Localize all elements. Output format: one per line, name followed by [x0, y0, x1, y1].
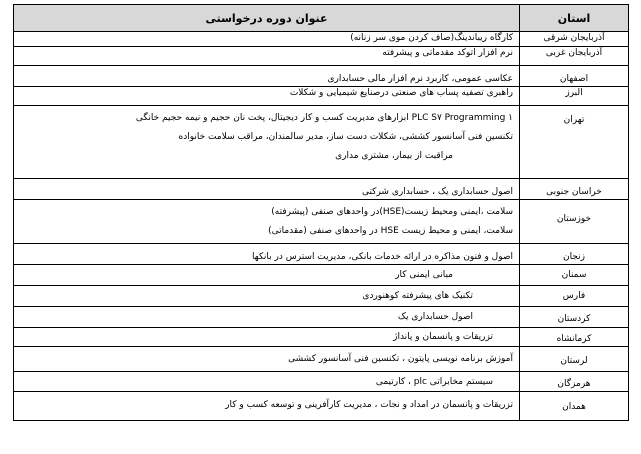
table-row — [14, 47, 629, 66]
course-cell — [14, 32, 520, 47]
course-line: تزریقات و پانسمان در امداد و نجات ، مدیریت کارآفرینی و توسعه کسب و کار — [225, 400, 513, 410]
course-cell — [14, 179, 520, 200]
course-cell — [14, 347, 520, 372]
course-line: PLC S۷ Programming ۱ ابزارهای مدیریت کسب و کار دیجیتال، پخت نان حجیم و نیمه حجیم خانگی — [135, 113, 513, 123]
table-row — [14, 286, 629, 307]
course-line: عکاسی عمومی، کاربرد نرم افزار مالی حسابداری — [327, 74, 513, 84]
province-cell: هرمزگان — [520, 372, 629, 392]
course-cell — [14, 47, 520, 66]
table-row — [14, 265, 629, 286]
table-row — [14, 347, 629, 372]
header-province: استان — [520, 5, 629, 32]
province-cell: آذربایجان غربی — [520, 47, 629, 66]
province-cell: سمنان — [520, 265, 629, 286]
course-request-table — [13, 4, 629, 421]
course-line: نرم افزار اتوکد مقدماتی و پیشرفته — [382, 48, 513, 58]
course-line: سیستم مخابراتی plc ، کارتیمی — [375, 377, 493, 387]
table-row — [14, 106, 629, 179]
province-cell: زنجان — [520, 244, 629, 265]
course-cell — [14, 392, 520, 421]
province-cell: فارس — [520, 286, 629, 307]
province-cell: کرمانشاه — [520, 328, 629, 347]
course-line: اصول و فنون مذاکره در ارائه خدمات بانکی، مدیریت استرس در بانکها — [252, 252, 513, 262]
course-line: راهبری تصفیه پساب های صنعتی درصنایع شیمیایی و شکلات — [289, 88, 513, 98]
province-cell: البرز — [520, 87, 629, 106]
course-line: آموزش برنامه نویسی پایتون ، تکنسین فنی آسانسور کششی — [288, 354, 513, 364]
course-line: تکنسین فنی آسانسور کششی، شکلات دست ساز، مدیر سالمندان، مراقب سلامت خانواده — [178, 132, 513, 142]
course-cell — [14, 328, 520, 347]
table-row — [14, 372, 629, 392]
table-row — [14, 66, 629, 87]
course-line: تکنیک های پیشرفته کوهنوردی — [362, 291, 473, 301]
course-cell — [14, 265, 520, 286]
province-cell: کردستان — [520, 307, 629, 328]
table-row — [14, 328, 629, 347]
course-line: مراقبت از بیمار، مشتری مداری — [335, 151, 453, 161]
table-row — [14, 179, 629, 200]
course-cell — [14, 286, 520, 307]
course-line: اصول حسابداری یک — [397, 312, 473, 322]
table-row — [14, 244, 629, 265]
table-row — [14, 392, 629, 421]
course-line: تزریقات و پانسمان و پانداژ — [393, 332, 493, 342]
table-row — [14, 200, 629, 244]
province-cell: تهران — [520, 106, 629, 179]
course-line: کارگاه ریباندینگ(صاف کردن موی سر زنانه) — [350, 33, 513, 43]
province-cell: همدان — [520, 392, 629, 421]
province-cell: خوزستان — [520, 200, 629, 244]
course-cell — [14, 372, 520, 392]
course-line: سلامت ،ایمنی ومحیط زیست(HSE)در واحدهای صنفی (پیشرفته) — [271, 207, 513, 217]
course-line: مبانی ایمنی کار — [395, 270, 453, 280]
province-cell: اصفهان — [520, 66, 629, 87]
table-row — [14, 87, 629, 106]
course-cell — [14, 307, 520, 328]
course-cell — [14, 200, 520, 244]
province-cell: خراسان جنوبی — [520, 179, 629, 200]
header-row — [14, 5, 629, 32]
course-cell — [14, 106, 520, 179]
header-course-title: عنوان دوره درخواستی — [14, 5, 520, 32]
course-line: اصول حسابداری یک ، حسابداری شرکتی — [361, 187, 513, 197]
course-cell — [14, 87, 520, 106]
table-row — [14, 32, 629, 47]
course-line: سلامت، ایمنی و محیط زیست HSE در واحدهای صنفی (مقدماتی) — [268, 226, 513, 236]
course-cell — [14, 66, 520, 87]
course-cell — [14, 244, 520, 265]
province-cell: آذربایجان شرقی — [520, 32, 629, 47]
table-row — [14, 307, 629, 328]
province-cell: لرستان — [520, 347, 629, 372]
